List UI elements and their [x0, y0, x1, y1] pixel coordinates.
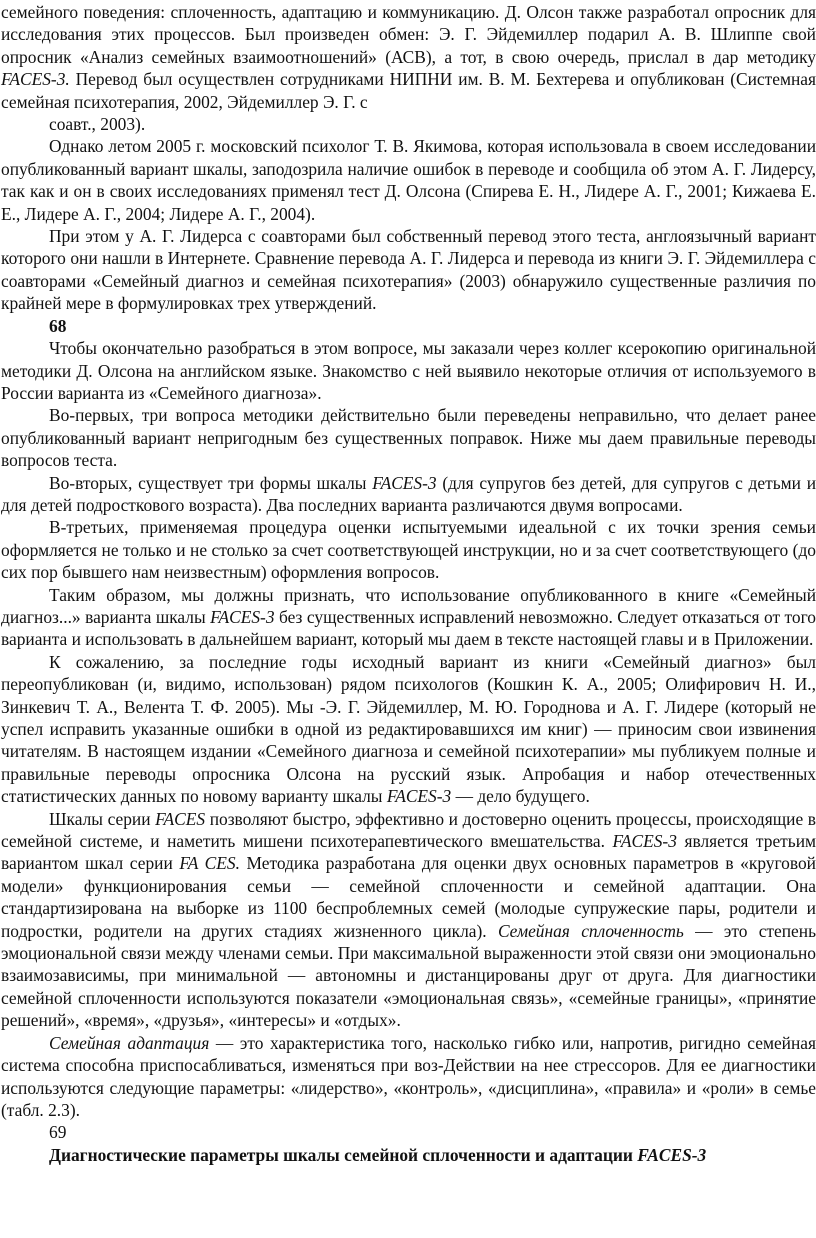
italic-term: FACES-3: [210, 606, 275, 627]
italic-term: FACES-3.: [1, 69, 70, 90]
paragraph-3: [1, 225, 816, 315]
paragraph-8: [1, 584, 816, 651]
text-segment: Во-первых, три вопроса методики действительно были переведены неправильно, что делает ранее опубликованный вариант непригодным без существенных поправок. Ниже мы даем правильные переводы вопросов теста.: [1, 405, 816, 471]
text-segment: Чтобы окончательно разобраться в этом вопросе, мы заказали через коллег ксерокопию оригинальной методики Д. Олсона на английском языке. Знакомство с ней выявило некоторые отличия от используемого в России варианта из «Семейного диагноза».: [1, 338, 816, 403]
page-marker-69: 69: [49, 1122, 67, 1143]
text-segment: — это степень эмоциональной связи между членами семьи. При максимальной выраженности этой связи они эмоционально взаимозависимы, при минимальной — автономны и дистанцированы друг от друга. Для диагностики семейной сплоченности используются показатели «эмоциональная связь», «семейные границы», «принятие решений», «время», «друзья», «интересы» и «отдых».: [1, 920, 816, 1031]
section-heading-text: Диагностические параметры шкалы семейной сплоченности и адаптации: [49, 1144, 638, 1165]
text-segment: При этом у А. Г. Лидерса с соавторами был собственный перевод этого теста, англоязычный вариант которого они нашли в Интернете. Сравнение перевода А. Г. Лидерса и перевода из книги Э. Г. Эйдемиллера с соавторами «Семейный диагноз и семейная психотерапия» (2003) обнаружило существенные различия по крайней мере в формулировках трех утверждений.: [1, 226, 816, 314]
page-marker-68: 68: [49, 315, 67, 336]
text-segment: семейного поведения: сплоченность, адаптацию и коммуникацию. Д. Олсон также разработал опросник для исследования этих процессов. Был произведен обмен: Э. Г. Эйдемиллер подарил А. В. Шлиппе свой опросник «Анализ семейных взаимоотношений» (АСВ), а тот, в свою очередь, прислал в дар методику: [1, 2, 816, 67]
paragraph-10: [1, 808, 816, 1032]
italic-term: Семейная сплоченность: [497, 920, 684, 941]
italic-term: FACES: [155, 808, 206, 829]
text-segment: — это характеристика того, насколько гибко или, напротив, ригидно семейная система способна приспосабливаться, изменяться при воз-Действии на нее стрессоров. Для ее диагностики используются следующие параметры: «лидерство», «контроль», «дисциплина», «правила» и «роли» в семье (табл. 2.3).: [1, 1032, 816, 1120]
text-segment: Шкалы серии: [49, 808, 156, 829]
text-segment: является третьим вариантом шкал серии: [1, 831, 816, 874]
text-segment: К сожалению, за последние годы исходный вариант из книги «Семейный диагноз» был переопубликован (и, видимо, использован) рядом психологов (Кошкин К. А., 2005; Олифирович Н. И., Зинкевич Т. А., Велента Т. Ф. 2005). Мы -Э. Г. Эйдемиллер, М. Ю. Городнова и А. Г. Лидере (который не успел исправить указанные ошибки в одной из редактировавшихся им книг) — приносим свои извинения читателям. В настоящем издании «Семейного диагноза и семейной психотерапии» мы публикуем полные и правильные переводы опросника Олсона на русский язык. Апробация и набор отечественных статистических данных по новому варианту шкалы: [1, 651, 816, 807]
paragraph-4: [1, 337, 816, 404]
paragraph-1: [1, 1, 816, 135]
paragraph-6: [1, 472, 816, 517]
paragraph-11: [1, 1032, 816, 1122]
section-heading-italic: FACES-3: [637, 1144, 707, 1165]
paragraph-7: [1, 516, 816, 583]
text-segment: позволяют быстро, эффективно и достоверно оценить процессы, происходящие в семейной системе, и наметить мишени психотерапевтического вмешательства.: [1, 808, 816, 852]
italic-term: FA CES.: [179, 853, 240, 874]
italic-term: FACES-3: [372, 472, 437, 493]
paragraph-2: [1, 135, 816, 225]
text-segment: Однако летом 2005 г. московский психолог Т. В. Якимова, которая использовала в своем исследовании опубликованный вариант шкалы, заподозрила наличие ошибок в переводе и сообщила об этом А. Г. Лидерсу, так как и он в своих исследованиях применял тест Д. Олсона (Спирева Е. Н., Лидере А. Г., 2001; Кижаева Е. Е., Лидере А. Г., 2004; Лидере А. Г., 2004).: [1, 136, 816, 224]
text-segment: без существенных исправлений невозможно. Следует отказаться от того варианта и использовать в дальнейшем вариант, который мы даем в тексте настоящей главы и в Приложении.: [1, 606, 816, 650]
text-segment: (для супругов без детей, для супругов с детьми и для детей подросткового возраста). Два последних варианта различаются двумя вопросами.: [1, 472, 816, 515]
text-segment: — дело будущего.: [451, 786, 590, 807]
paragraph-5: [1, 404, 816, 471]
section-heading: [1, 1144, 816, 1166]
paragraph-9: [1, 651, 816, 808]
text-segment: Во-вторых, существует три формы шкалы: [49, 472, 373, 493]
text-segment: Перевод был осуществлен сотрудниками НИПНИ им. В. М. Бехтерева и опубликован (Системная семейная психотерапия, 2002, Эйдемиллер Э. Г. с: [1, 69, 816, 112]
italic-term: FACES-3: [386, 786, 452, 807]
text-segment: соавт., 2003).: [49, 114, 146, 135]
italic-term: FACES-3: [612, 831, 677, 852]
text-segment: Таким образом, мы должны признать, что использование опубликованного в книге «Семейный диагноз...» варианта шкалы: [1, 584, 816, 627]
text-segment: В-третьих, применяемая процедура оценки испытуемыми идеальной с их точки зрения семьи оформляется не только и не столько за счет соответствующей инструкции, но и за счет соответствующего (до сих пор бывшего нам неизвестным) оформления вопросов.: [1, 517, 816, 583]
text-segment: Методика разработана для оценки двух основных параметров в «круговой модели» функционирования семьи — семейной сплоченности и семейной адаптации. Она стандартизирована на выборке из 1100 беспроблемных семей (молодые супружеские пары, родители и подростки, родители на других стадиях жизненного цикла).: [1, 853, 816, 941]
italic-term: Семейная адаптация: [49, 1032, 210, 1053]
